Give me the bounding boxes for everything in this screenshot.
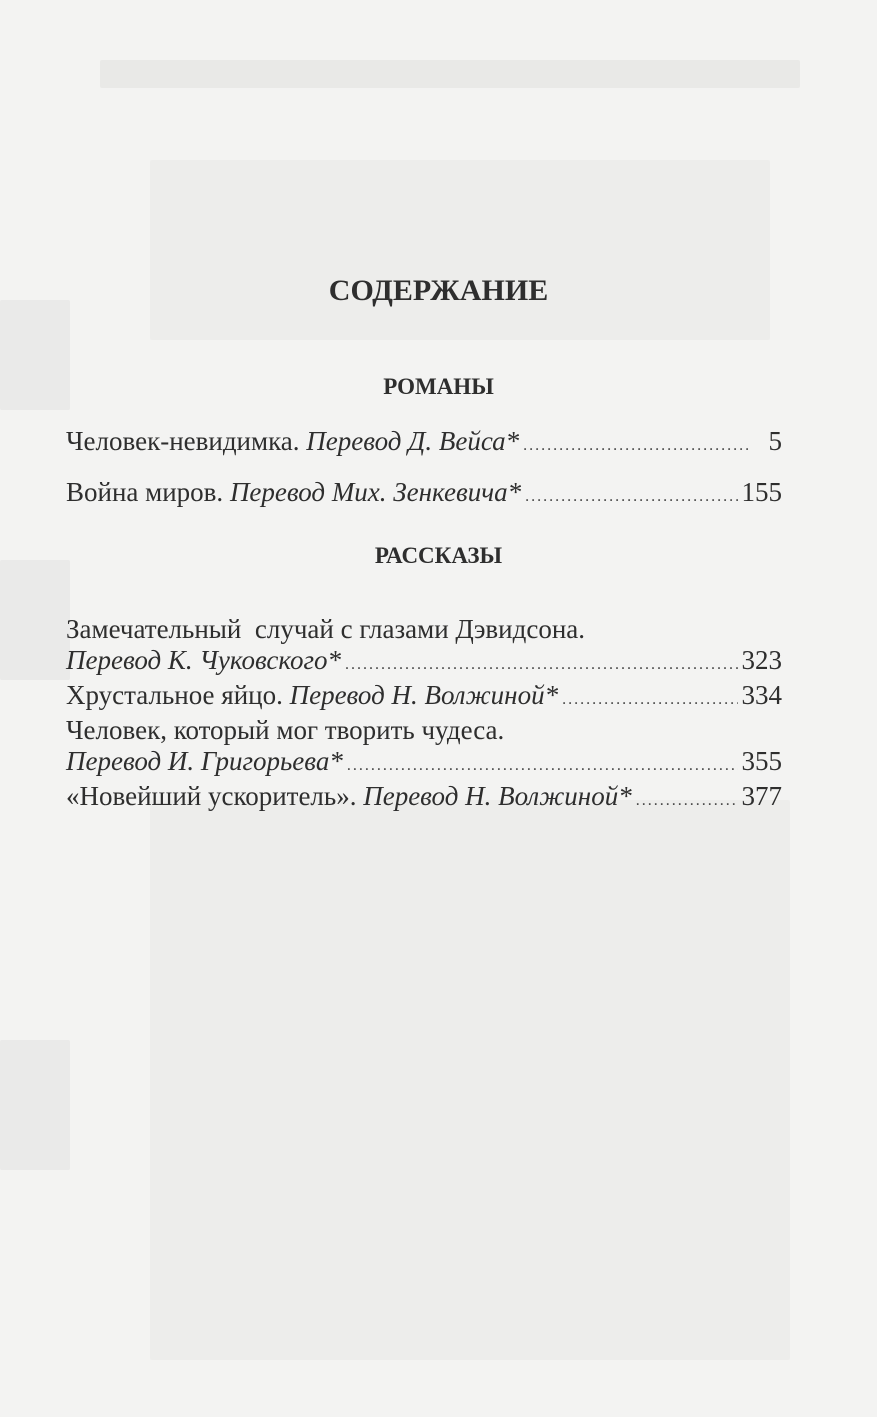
toc-entry[interactable] xyxy=(66,715,782,781)
toc-entry[interactable] xyxy=(66,614,782,680)
entry-title: Человек, который мог творить чудеса. xyxy=(66,715,505,745)
dot-leader xyxy=(636,785,738,816)
toc-entry[interactable] xyxy=(66,477,782,512)
toc-entry[interactable] xyxy=(66,680,782,715)
section-heading-novels: РОМАНЫ xyxy=(383,374,494,399)
entry-page: 355 xyxy=(741,746,782,776)
entry-page: 155 xyxy=(741,477,782,507)
dot-leader xyxy=(347,750,738,781)
dot-leader xyxy=(345,649,738,680)
bleed-through-block xyxy=(100,60,800,88)
entry-title: Хрустальное яйцо. xyxy=(66,680,283,710)
toc-entry[interactable] xyxy=(66,781,782,816)
entry-translator: Перевод Д. Вейса* xyxy=(306,426,520,456)
entry-translator: Перевод Мих. Зенкевича* xyxy=(229,477,522,507)
bleed-through-block xyxy=(150,800,790,1360)
entry-page: 323 xyxy=(741,645,782,675)
toc-entry[interactable] xyxy=(66,426,782,461)
entry-translator: Перевод Н. Волжиной* xyxy=(289,680,559,710)
dot-leader xyxy=(525,481,737,512)
novels-list xyxy=(66,426,782,512)
entry-translator: Перевод Н. Волжиной* xyxy=(363,781,632,811)
entry-page: 377 xyxy=(741,781,782,811)
entry-title: Замечательный случай с глазами Дэвидсона. xyxy=(66,614,586,644)
bleed-through-image xyxy=(0,560,70,680)
entry-translator: Перевод И. Григорьева* xyxy=(66,746,343,776)
bleed-through-block xyxy=(150,160,770,340)
entry-translator: Перевод К. Чуковского* xyxy=(66,645,341,675)
page-title: СОДЕРЖАНИЕ xyxy=(328,274,549,307)
section-heading-stories: РАССКАЗЫ xyxy=(374,543,503,568)
stories-list xyxy=(66,614,782,816)
entry-title: Война миров. xyxy=(66,477,224,507)
entry-page: 334 xyxy=(741,680,782,710)
entry-page: 5 xyxy=(768,426,782,456)
dot-leader xyxy=(562,684,737,715)
entry-title: Человек-невидимка. xyxy=(66,426,300,456)
dot-leader xyxy=(523,430,748,461)
bleed-through-image xyxy=(0,1040,70,1170)
entry-title: «Новейший ускоритель». xyxy=(66,781,357,811)
